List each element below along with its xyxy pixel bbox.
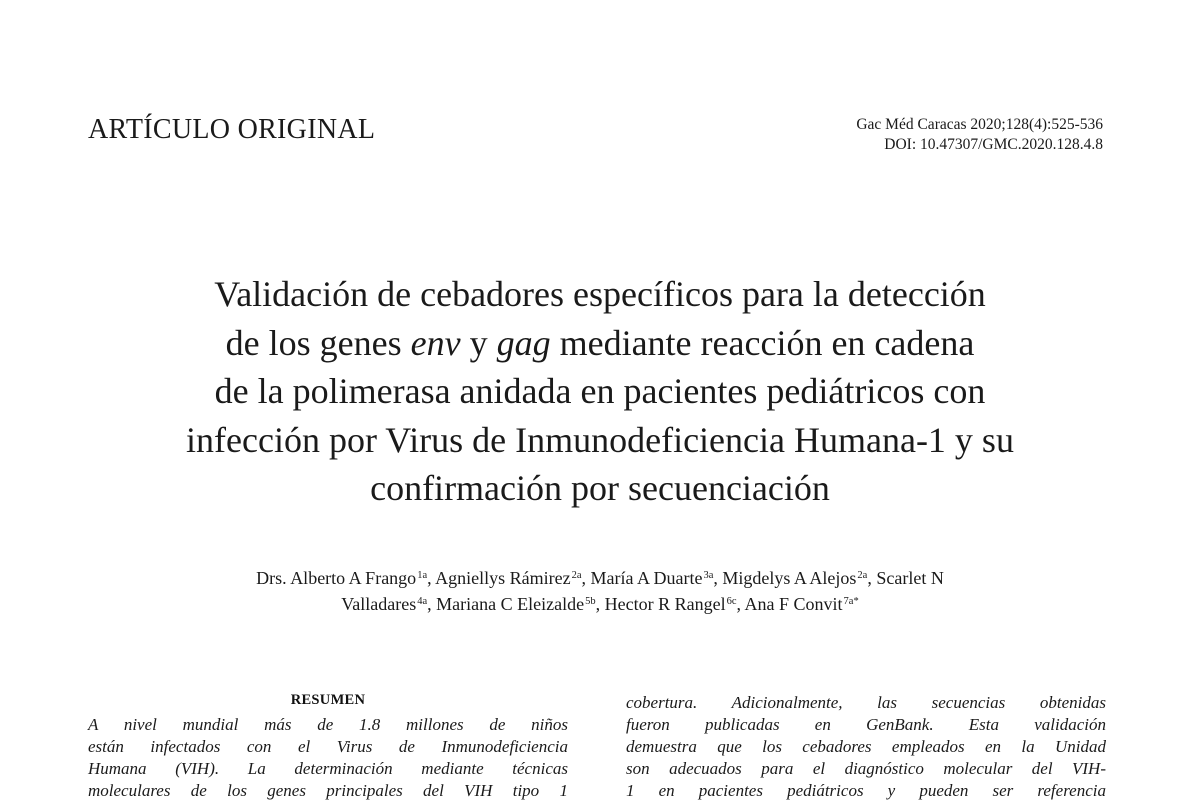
abstract-line: demuestra que los cebadores empleados en la Unidad: [626, 737, 1106, 756]
author-line-1: [60, 565, 1140, 591]
author-separator: ,: [427, 594, 437, 614]
gene-gag: gag: [496, 322, 551, 363]
title-line-2-start: de los genes: [225, 322, 411, 363]
abstract-line: 1 en pacientes pediátricos y pueden ser referencia: [626, 781, 1106, 800]
abstract-right-column: [626, 692, 1106, 802]
author-separator: ,: [867, 568, 877, 588]
author-separator: ,: [427, 568, 436, 588]
abstract-left-column: [88, 714, 568, 802]
title-line-1: Validación de cebadores específicos para la detección: [214, 274, 986, 314]
author-name: Alberto A Frango: [290, 568, 417, 588]
author-separator: ,: [713, 568, 723, 588]
abstract-line: son adecuados para el diagnóstico molecular del VIH-: [626, 759, 1106, 778]
title-line-2: [40, 319, 1160, 368]
title-line-2-end: mediante reacción en cadena: [550, 322, 975, 363]
abstract-line: Humana (VIH). La determinación mediante técnicas: [88, 759, 568, 778]
author-affiliation: 4a: [417, 596, 428, 607]
article-title: [40, 270, 1160, 513]
abstract-line: fueron publicadas en GenBank. Esta validación: [626, 715, 1106, 734]
author-affiliation: 1a: [417, 570, 428, 581]
author-affiliation: 7a*: [843, 596, 859, 607]
author-affiliation: 3a: [703, 570, 714, 581]
abstract-line: cobertura. Adicionalmente, las secuencias obtenidas: [626, 693, 1106, 712]
journal-reference: [856, 115, 1103, 155]
author-name-part: Valladares: [341, 594, 417, 614]
abstract-heading: RESUMEN: [290, 692, 366, 708]
author-separator: ,: [736, 594, 745, 614]
author-name-part: Scarlet N: [876, 568, 944, 588]
author-name: Migdelys A Alejos: [722, 568, 857, 588]
doi-link[interactable]: DOI: 10.47307/GMC.2020.128.4.8: [884, 136, 1103, 153]
author-separator: ,: [595, 594, 605, 614]
author-affiliation: 5b: [585, 596, 596, 607]
title-line-5: confirmación por secuenciación: [370, 468, 830, 508]
title-line-3: de la polimerasa anidada en pacientes pediátricos con: [214, 371, 986, 411]
author-list: [60, 565, 1140, 617]
section-label: ARTÍCULO ORIGINAL: [88, 114, 376, 145]
journal-citation: Gac Méd Caracas 2020;128(4):525-536: [856, 116, 1103, 133]
author-affiliation: 2a: [571, 570, 582, 581]
author-name: Agniellys Rámirez: [435, 568, 571, 588]
abstract-line: están infectados con el Virus de Inmunodeficiencia: [88, 737, 568, 756]
author-prefix: Drs.: [256, 568, 291, 588]
author-line-2: [60, 591, 1140, 617]
abstract-line: moleculares de los genes principales del VIH tipo 1: [88, 781, 568, 800]
author-name: Ana F Convit: [744, 594, 843, 614]
gene-env: env: [410, 322, 461, 363]
author-name: María A Duarte: [590, 568, 703, 588]
author-affiliation: 2a: [857, 570, 868, 581]
author-name: Hector R Rangel: [604, 594, 726, 614]
author-affiliation: 6c: [726, 596, 737, 607]
title-conjunction: y: [460, 322, 497, 363]
title-line-4: infección por Virus de Inmunodeficiencia Humana-1 y su: [186, 419, 1014, 460]
abstract-line: A nivel mundial más de 1.8 millones de niños: [88, 715, 568, 734]
author-name: Mariana C Eleizalde: [436, 594, 585, 614]
author-separator: ,: [581, 568, 591, 588]
